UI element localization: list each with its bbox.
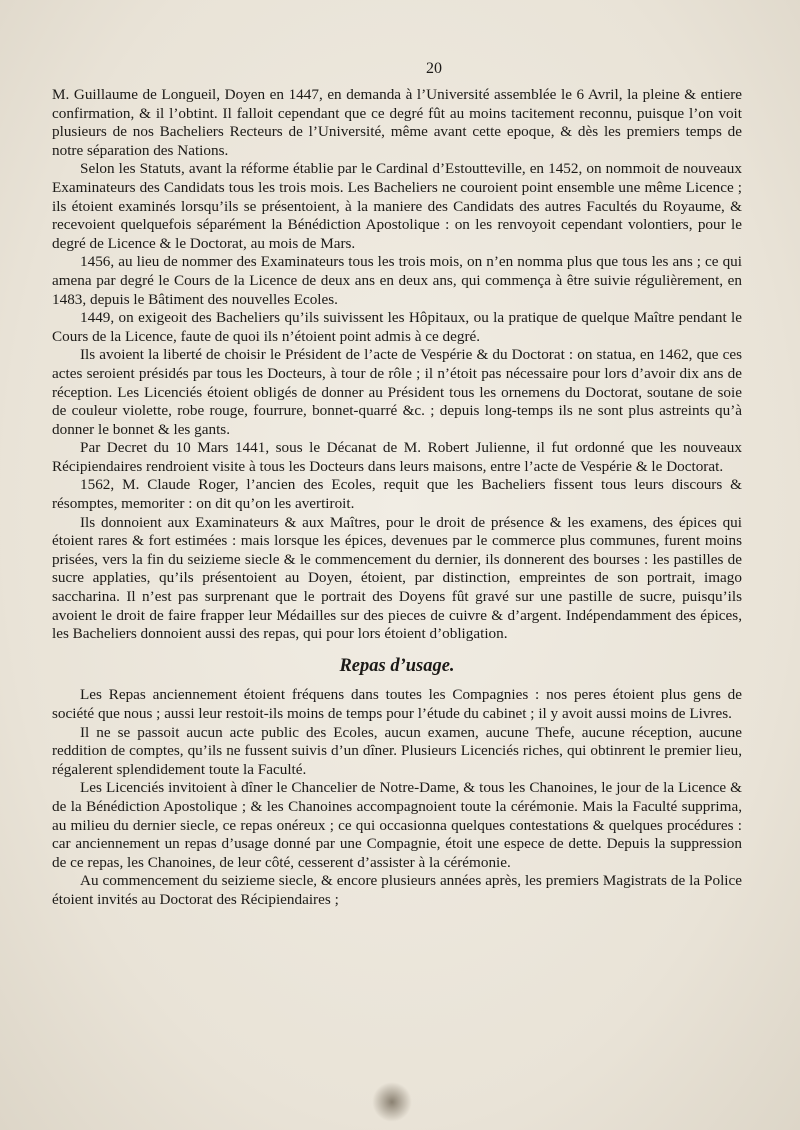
- section-heading: Repas d’usage.: [339, 655, 455, 676]
- paragraph: 1562, M. Claude Roger, l’ancien des Ecoles, requit que les Bacheliers fissent tous leurs discours & résomptes, memoriter : on dit qu’on les avertiroit.: [52, 476, 742, 513]
- paragraph: Il ne se passoit aucun acte public des Ecoles, aucun examen, aucune Thefe, aucune réception, aucune reddition de comptes, qu’ils ne fussent suivis d’un dîner. Plusieurs Licenciés riches, qui obtinrent le premier lieu, régalerent splendidement toute la Faculté.: [52, 723, 742, 778]
- ink-smudge: [372, 1082, 412, 1122]
- paragraph: Au commencement du seizieme siecle, & encore plusieurs années après, les premiers Magistrats de la Police étoient invités au Doctorat des Récipiendaires ;: [52, 872, 742, 908]
- body-text: [52, 86, 742, 910]
- paragraph: M. Guillaume de Longueil, Doyen en 1447, en demanda à l’Université assemblée le 6 Avril, la pleine & entiere confirmation, & il l’obtint. Il falloit cependant que ce degré fût au moins tacitement reconnu, puisque l’on voit plusieurs de nos Bacheliers Recteurs de l’Université, même avant cette epoque, & dès les premiers temps de notre séparation des Nations.: [52, 86, 742, 159]
- page-number: 20: [426, 60, 442, 77]
- paragraph: 1449, on exigeoit des Bacheliers qu’ils suivissent les Hôpitaux, ou la pratique de quelque Maître pendant le Cours de la Licence, faute de quoi ils n’étoient point admis à ce degré.: [52, 309, 742, 345]
- paragraph: Selon les Statuts, avant la réforme établie par le Cardinal d’Estoutteville, en 1452, on nommoit de nouveaux Examinateurs des Candidats tous les trois mois. Les Bacheliers ne couroient point ensemble une même Licence ; ils étoient examinés lorsqu’ils se présentoient, à la maniere des Candidats des autres Facultés du Royaume, & recevoient quelquefois séparément la Bénédiction Apostolique : on les renvoyoit cependant volontiers, pour le degré de Licence & le Doctorat, au mois de Mars.: [52, 160, 742, 252]
- paragraph: 1456, au lieu de nommer des Examinateurs tous les trois mois, on n’en nomma plus que tous les ans ; ce qui amena par degré le Cours de la Licence de deux ans en deux ans, qui commença à être suivie régulièrement, en 1483, depuis le Bâtiment des nouvelles Ecoles.: [52, 253, 742, 308]
- paragraph: Ils donnoient aux Examinateurs & aux Maîtres, pour le droit de présence & les examens, des épices qui étoient rares & fort estimées : mais lorsque les épices, devenues par le commerce plus communes, furent moins prisées, vers la fin du seizieme siecle & le commencement du dernier, ils donnerent des bourses : les pastilles de sucre applaties, qu’ils présentoient au Doyen, étoient, par distinction, empreintes de son portrait, imago saccharina. Il n’est pas surprenant que le portrait des Doyens fût gravé sur une pastille de sucre, puisqu’ils avoient le droit de faire frapper leur Médailles sur des pieces de cuivre & d’argent. Indépendamment des épices, les Bacheliers donnoient aussi des repas, qui pour lors étoient d’obligation.: [52, 513, 742, 643]
- paragraph: Les Repas anciennement étoient fréquens dans toutes les Compagnies : nos peres étoient plus gens de société que nous ; aussi leur restoit-ils moins de temps pour l’étude du cabinet ; il y avoit aussi moins de Livres.: [52, 686, 742, 722]
- paragraph: Les Licenciés invitoient à dîner le Chancelier de Notre-Dame, & tous les Chanoines, le jour de la Licence & de la Bénédiction Apostolique ; & les Chanoines accompagnoient toute la cérémonie. Mais la Faculté supprima, au milieu du dernier siecle, ce repas onéreux ; ce qui occasionna quelques contestations & quelques procédures : car anciennement un repas d’usage donné par une Compagnie, étoit une espece de dette. Depuis la suppression de ce repas, les Chanoines, de leur côté, cesserent d’assister à la cérémonie.: [52, 779, 742, 871]
- paragraph: Ils avoient la liberté de choisir le Président de l’acte de Vespérie & du Doctorat : on statua, en 1462, que ces actes seroient présidés par tous les Docteurs, à tour de rôle ; il n’étoit pas nécessaire pour lors d’avoir dix ans de réception. Les Licenciés étoient obligés de donner au Président tous les ornemens du Doctorat, soutane de soie de couleur violette, robe rouge, fourrure, bonnet-quarré &c. ; depuis long-temps ils ne sont plus astreints qu’à donner le bonnet & les gants.: [52, 346, 742, 438]
- paragraph: Par Decret du 10 Mars 1441, sous le Décanat de M. Robert Julienne, il fut ordonné que les nouveaux Récipiendaires rendroient visite à tous les Docteurs dans leurs maisons, entre l’acte de Vespérie & le Doctorat.: [52, 439, 742, 475]
